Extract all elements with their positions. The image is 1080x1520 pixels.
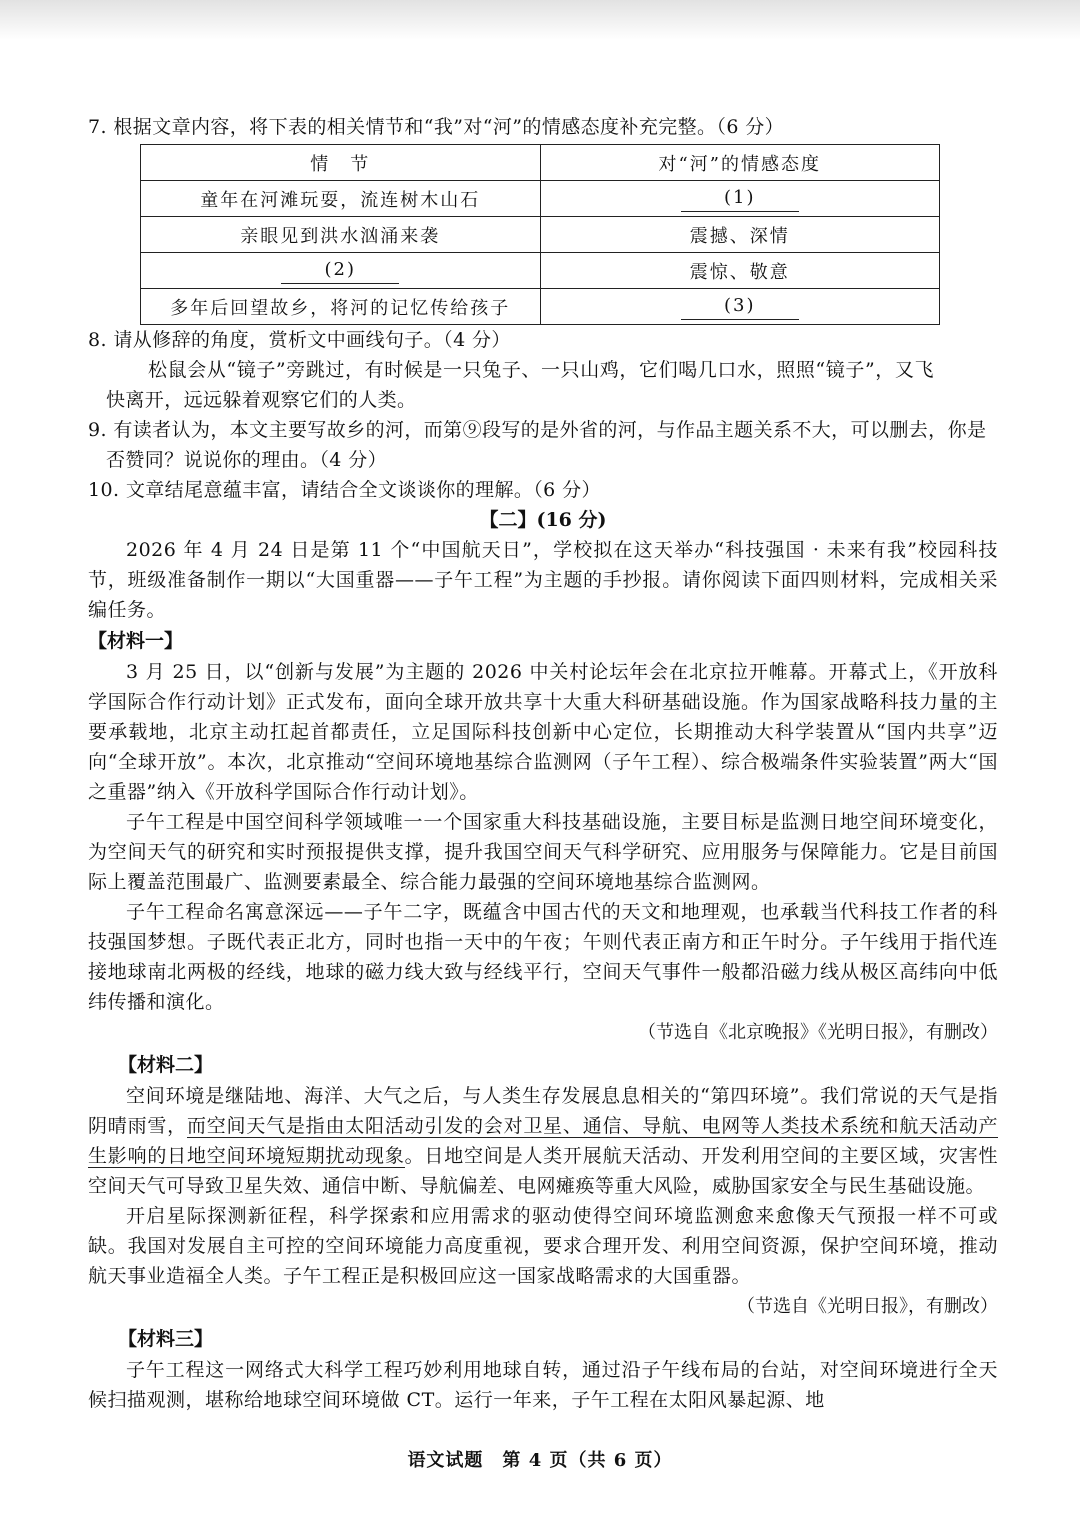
question-8: 8. 请从修辞的角度，赏析文中画线句子。（4 分） <box>88 329 511 351</box>
table-cell-emotion: 震惊、敬意 <box>540 253 940 289</box>
question-10: 10. 文章结尾意蕴丰富，请结合全文谈谈你的理解。（6 分） <box>88 479 601 501</box>
question-9: 9. 有读者认为，本文主要写故乡的河，而第⑨段写的是外省的河，与作品主题关系不大，可以删去，你是否赞同？说说你的理由。（4 分） <box>88 419 987 471</box>
table-cell-plot: 多年后回望故乡，将河的记忆传给孩子 <box>141 289 541 325</box>
table-row <box>141 253 940 289</box>
material-1-paragraph-1: 3 月 25 日，以“创新与发展”为主题的 2026 中关村论坛年会在北京拉开帷幕。开幕式上，《开放科学国际合作行动计划》正式发布，面向全球开放共享十大重大科研基础设施。作为国家战略科技力量的主要承载地，北京主动扛起首都责任，立足国际科技创新中心定位，长期推动大科学装置从“国内共享”迈向“全球开放”。本次，北京推动“空间环境地基综合监测网（子午工程）、综合极端条件实验装置”两大“国之重器”纳入《开放科学国际合作行动计划》。 <box>88 661 998 803</box>
section-heading: 【二】(16 分) <box>479 509 607 531</box>
question-8-quote-line-1: 松鼠会从“镜子”旁跳过，有时候是一只兔子、一只山鸡，它们喝几口水，照照“镜子”，又飞 <box>148 359 935 381</box>
answer-blank-1[interactable]: (1) <box>681 185 799 212</box>
table-cell-emotion <box>540 181 940 217</box>
table-cell-emotion <box>540 289 940 325</box>
table-row <box>141 181 940 217</box>
material-1-label: 【材料一】 <box>88 630 184 652</box>
table-cell-plot: 童年在河滩玩耍，流连树木山石 <box>141 181 541 217</box>
table-row <box>141 289 940 325</box>
answer-blank-2[interactable]: (2) <box>281 257 399 284</box>
table-header-emotion: 对“河”的情感态度 <box>540 145 940 181</box>
question-8-quote-line-2: 快离开，远远躲着观察它们的人类。 <box>106 389 417 411</box>
material-1-paragraph-3: 子午工程命名寓意深远——子午二字，既蕴含中国古代的天文和地理观，也承载当代科技工作者的科技强国梦想。子既代表正北方，同时也指一天中的午夜；午则代表正南方和正午时分。子午线用于指代连接地球南北两极的经线，地球的磁力线大致与经线平行，空间天气事件一般都沿磁力线从极区高纬向中低纬传播和演化。 <box>88 901 998 1013</box>
material-2-text-b: 。日地空间是人类开展航天活动、开发利用空间的主要区域，灾害性空间天气可导致卫星失效、通信中断、导航偏差、电网瘫痪等重大风险，威胁国家安全与民生基础设施。 <box>88 1145 998 1197</box>
table-cell-emotion: 震撼、深情 <box>540 217 940 253</box>
material-2-source: （节选自《光明日报》，有删改） <box>737 1296 998 1317</box>
material-1-paragraph-2: 子午工程是中国空间科学领域唯一一个国家重大科技基础设施，主要目标是监测日地空间环境变化，为空间天气的研究和实时预报提供支撑，提升我国空间天气科学研究、应用服务与保障能力。它是目前国际上覆盖范围最广、监测要素最全、综合能力最强的空间环境地基综合监测网。 <box>88 811 998 893</box>
page-footer: 语文试题 第 4 页（共 6 页） <box>407 1450 673 1471</box>
material-3-paragraph-1: 子午工程这一网络式大科学工程巧妙利用地球自转，通过沿子午线布局的台站，对空间环境进行全天候扫描观测，堪称给地球空间环境做 CT。运行一年来，子午工程在太阳风暴起源、地 <box>88 1359 998 1411</box>
table-header-row <box>141 145 940 181</box>
question-7: 7. 根据文章内容，将下表的相关情节和“我”对“河”的情感态度补充完整。（6 分） <box>88 116 785 138</box>
underlined-sentence: 而空间天气是指由太阳活动引发的会对卫星、通信、导航、电网等人类技术系统和航天活动产生影响的日地空间环境短期扰动现象 <box>88 1115 998 1167</box>
table-header-plot: 情 节 <box>141 145 541 181</box>
material-2-paragraph-1 <box>88 1081 998 1201</box>
table-cell-plot <box>141 253 541 289</box>
material-3-label: 【材料三】 <box>118 1328 214 1350</box>
material-1-source: （节选自《北京晚报》《光明日报》，有删改） <box>638 1022 998 1043</box>
table-row <box>141 217 940 253</box>
material-2-label: 【材料二】 <box>118 1054 214 1076</box>
material-2-text-a: 空间环境是继陆地、海洋、大气之后，与人类生存发展息息相关的“第四环境”。我们常说的天气是指阴晴雨雪， <box>88 1085 998 1137</box>
answer-blank-3[interactable]: (3) <box>681 293 799 320</box>
table-cell-plot: 亲眼见到洪水汹涌来袭 <box>141 217 541 253</box>
section-intro: 2026 年 4 月 24 日是第 11 个“中国航天日”，学校拟在这天举办“科技强国 · 未来有我”校园科技节，班级准备制作一期以“大国重器——子午工程”为主题的手抄报。请你阅读下面四则材料，完成相关采编任务。 <box>88 539 998 621</box>
plot-emotion-table <box>140 144 940 325</box>
material-2-paragraph-2: 开启星际探测新征程，科学探索和应用需求的驱动使得空间环境监测愈来愈像天气预报一样不可或缺。我国对发展自主可控的空间环境能力高度重视，要求合理开发、利用空间资源，保护空间环境，推动航天事业造福全人类。子午工程正是积极回应这一国家战略需求的大国重器。 <box>88 1205 998 1287</box>
